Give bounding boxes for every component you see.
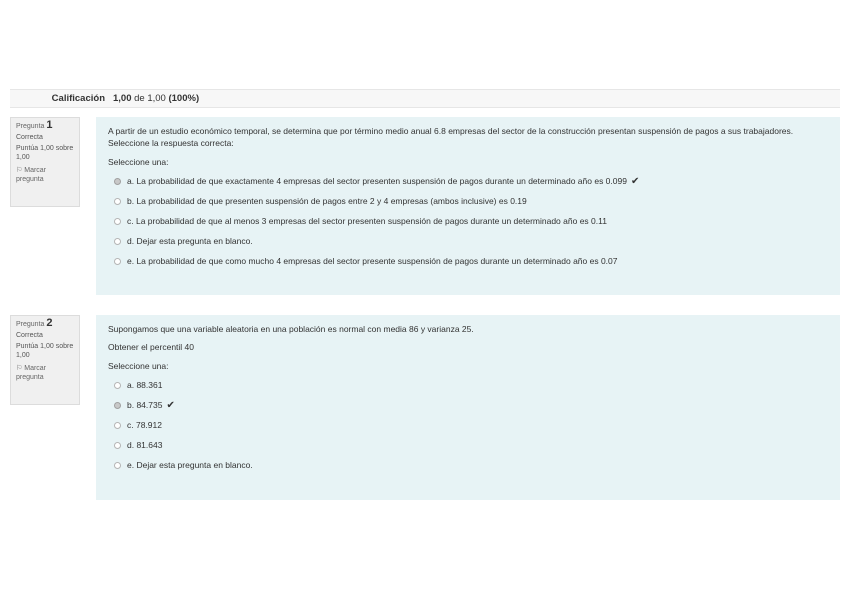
answer-label: a. 88.361 <box>127 380 163 390</box>
check-icon: ✔ <box>166 399 175 411</box>
question-1-text: A partir de un estudio económico temporal, se determina que por término medio anual 6.8 empresas del sector de la construcción presentan suspensión de pagos a sus trabajadores. Seleccione la respuesta correcta: <box>108 126 794 148</box>
radio-button[interactable] <box>114 198 121 205</box>
answer-label: b. 84.735 <box>127 400 163 410</box>
radio-button[interactable] <box>114 402 121 409</box>
answer-label: d. 81.643 <box>127 440 163 450</box>
question-2-text: Supongamos que una variable aleatoria en una población es normal con media 86 y varianza 25. Obtener el percentil 40 <box>108 324 474 352</box>
radio-button[interactable] <box>114 422 121 429</box>
check-icon: ✔ <box>630 175 640 187</box>
flag-icon: ⚐ <box>16 167 23 174</box>
radio-button[interactable] <box>114 382 121 389</box>
question-2-content <box>96 315 840 500</box>
radio-button[interactable] <box>114 442 121 449</box>
answer-label: d. Dejar esta pregunta en blanco. <box>127 236 253 246</box>
answer-option[interactable] <box>108 211 828 231</box>
flag-icon: ⚐ <box>16 365 23 372</box>
grade-max: de 1,00 <box>131 93 169 104</box>
grade-percent: (100%) <box>168 93 200 104</box>
grade-value <box>113 90 199 107</box>
question-1-info <box>10 117 80 207</box>
answer-option[interactable] <box>108 455 828 475</box>
answer-option[interactable] <box>108 171 828 191</box>
answer-option[interactable] <box>108 435 828 455</box>
answer-label: c. 78.912 <box>127 420 162 430</box>
radio-button[interactable] <box>114 178 121 185</box>
answer-label: e. Dejar esta pregunta en blanco. <box>127 460 253 470</box>
question-2-answers <box>108 375 828 475</box>
answer-option[interactable] <box>108 231 828 251</box>
grade-summary-row <box>10 89 840 108</box>
radio-button[interactable] <box>114 238 121 245</box>
grade-score: 1,00 <box>113 93 132 104</box>
question-1-flag[interactable]: ⚐ Marcar pregunta <box>16 167 47 183</box>
question-2-score: Puntúa 1,00 sobre 1,00 <box>16 343 74 359</box>
answer-label: b. La probabilidad de que presenten suspensión de pagos entre 2 y 4 empresas (ambos inclusive) es 0.19 <box>127 196 527 206</box>
question-2-info <box>10 315 80 405</box>
question-1-status: Correcta <box>16 134 43 141</box>
grade-label: Calificación <box>51 93 105 104</box>
answer-option[interactable] <box>108 415 828 435</box>
answer-label: c. La probabilidad de que al menos 3 empresas del sector presenten suspensión de pagos durante un determinado año es 0.11 <box>127 216 607 226</box>
question-1-prompt: Seleccione una: <box>108 157 169 167</box>
answer-option[interactable] <box>108 395 828 415</box>
answer-option[interactable] <box>108 191 828 211</box>
answer-option[interactable] <box>108 251 828 271</box>
question-2-prompt: Seleccione una: <box>108 361 169 371</box>
question-2-flag[interactable]: ⚐ Marcar pregunta <box>16 365 47 381</box>
question-1-score: Puntúa 1,00 sobre 1,00 <box>16 145 74 161</box>
question-1-content <box>96 117 840 295</box>
answer-label: e. La probabilidad de que como mucho 4 empresas del sector presente suspensión de pagos durante un determinado año es 0.07 <box>127 256 618 266</box>
radio-button[interactable] <box>114 258 121 265</box>
answer-option[interactable] <box>108 375 828 395</box>
radio-button[interactable] <box>114 218 121 225</box>
question-2-status: Correcta <box>16 332 43 339</box>
radio-button[interactable] <box>114 462 121 469</box>
question-1-number: Pregunta 1 <box>16 119 53 131</box>
answer-label: a. La probabilidad de que exactamente 4 empresas del sector presenten suspensión de pagos durante un determinado año es 0.099 <box>127 176 627 186</box>
question-1-answers <box>108 171 828 271</box>
question-2-number: Pregunta 2 <box>16 317 53 329</box>
